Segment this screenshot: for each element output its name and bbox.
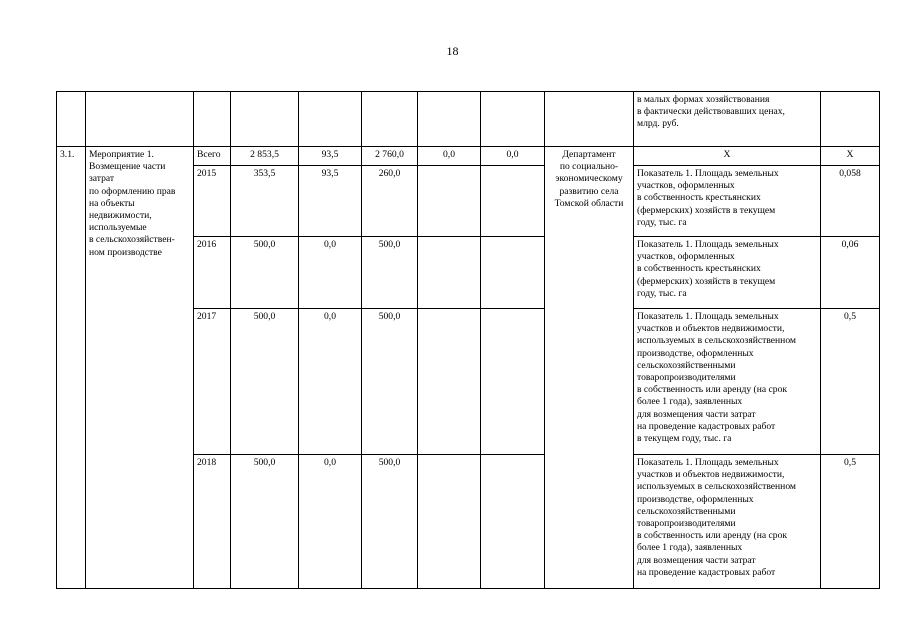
other-cell xyxy=(481,455,545,589)
indicator-cell: Х xyxy=(634,147,821,166)
local-cell xyxy=(418,166,481,237)
year-cell: 2017 xyxy=(194,309,231,455)
sum-cell: 2 853,5 xyxy=(231,147,299,166)
local-cell xyxy=(418,237,481,309)
indicator-cell: Показатель 1. Площадь земельных участков, оформленных в собственность крестьянских (фермерских) хозяйств в текущем году, тыс. га xyxy=(634,166,821,237)
cell-empty xyxy=(821,92,880,147)
regional-cell: 500,0 xyxy=(362,237,418,309)
regional-cell: 2 760,0 xyxy=(362,147,418,166)
sum-cell: 353,5 xyxy=(231,166,299,237)
indicator-value: Х xyxy=(821,147,880,166)
regional-cell: 260,0 xyxy=(362,166,418,237)
cell-empty xyxy=(57,92,86,147)
regional-cell: 500,0 xyxy=(362,455,418,589)
sum-cell: 500,0 xyxy=(231,237,299,309)
indicator-cell: Показатель 1. Площадь земельных участков, оформленных в собственность крестьянских (фермерских) хозяйств в текущем году, тыс. га xyxy=(634,237,821,309)
measure-name: Мероприятие 1. Возмещение части затрат по оформлению прав на объекты недвижимости, используемые в сельскохозяйствен- ном производстве xyxy=(86,147,194,589)
cell-empty xyxy=(418,92,481,147)
federal-cell: 0,0 xyxy=(299,309,362,455)
carry-over-indicator: в малых формах хозяйствования в фактически действовавших ценах, млрд. руб. xyxy=(634,92,821,147)
local-cell xyxy=(418,309,481,455)
federal-cell: 0,0 xyxy=(299,455,362,589)
local-cell xyxy=(418,455,481,589)
other-cell xyxy=(481,309,545,455)
year-cell: Всего xyxy=(194,147,231,166)
federal-cell: 93,5 xyxy=(299,166,362,237)
federal-cell: 93,5 xyxy=(299,147,362,166)
cell-empty xyxy=(231,92,299,147)
cell-empty xyxy=(362,92,418,147)
cell-empty xyxy=(86,92,194,147)
row-index: 3.1. xyxy=(57,147,86,589)
sum-cell: 500,0 xyxy=(231,455,299,589)
cell-empty xyxy=(481,92,545,147)
federal-cell: 0,0 xyxy=(299,237,362,309)
year-cell: 2016 xyxy=(194,237,231,309)
total-row xyxy=(57,147,880,166)
program-table xyxy=(56,91,880,589)
other-cell xyxy=(481,166,545,237)
responsible-executor: Департамент по социально- экономическому развитию села Томской области xyxy=(545,147,634,589)
cell-empty xyxy=(545,92,634,147)
cell-empty xyxy=(299,92,362,147)
sum-cell: 500,0 xyxy=(231,309,299,455)
indicator-value: 0,058 xyxy=(821,166,880,237)
indicator-value: 0,5 xyxy=(821,455,880,589)
indicator-value: 0,06 xyxy=(821,237,880,309)
other-cell: 0,0 xyxy=(481,147,545,166)
indicator-cell: Показатель 1. Площадь земельных участков и объектов недвижимости, используемых в сельскохозяйственном производстве, оформленных сельскохозяйственными товаропроизводителями в собственность или аренду (на срок более 1 года), заявленных для возмещения части затрат на проведение кадастровых работ xyxy=(634,455,821,589)
year-cell: 2015 xyxy=(194,166,231,237)
cell-empty xyxy=(194,92,231,147)
year-cell: 2018 xyxy=(194,455,231,589)
carry-over-row xyxy=(57,92,880,147)
other-cell xyxy=(481,237,545,309)
indicator-cell: Показатель 1. Площадь земельных участков и объектов недвижимости, используемых в сельскохозяйственном производстве, оформленных сельскохозяйственными товаропроизводителями в собственность или аренду (на срок более 1 года), заявленных для возмещения части затрат на проведение кадастровых работ в текущем году, тыс. га xyxy=(634,309,821,455)
local-cell: 0,0 xyxy=(418,147,481,166)
page-number: 18 xyxy=(446,44,459,58)
indicator-value: 0,5 xyxy=(821,309,880,455)
regional-cell: 500,0 xyxy=(362,309,418,455)
